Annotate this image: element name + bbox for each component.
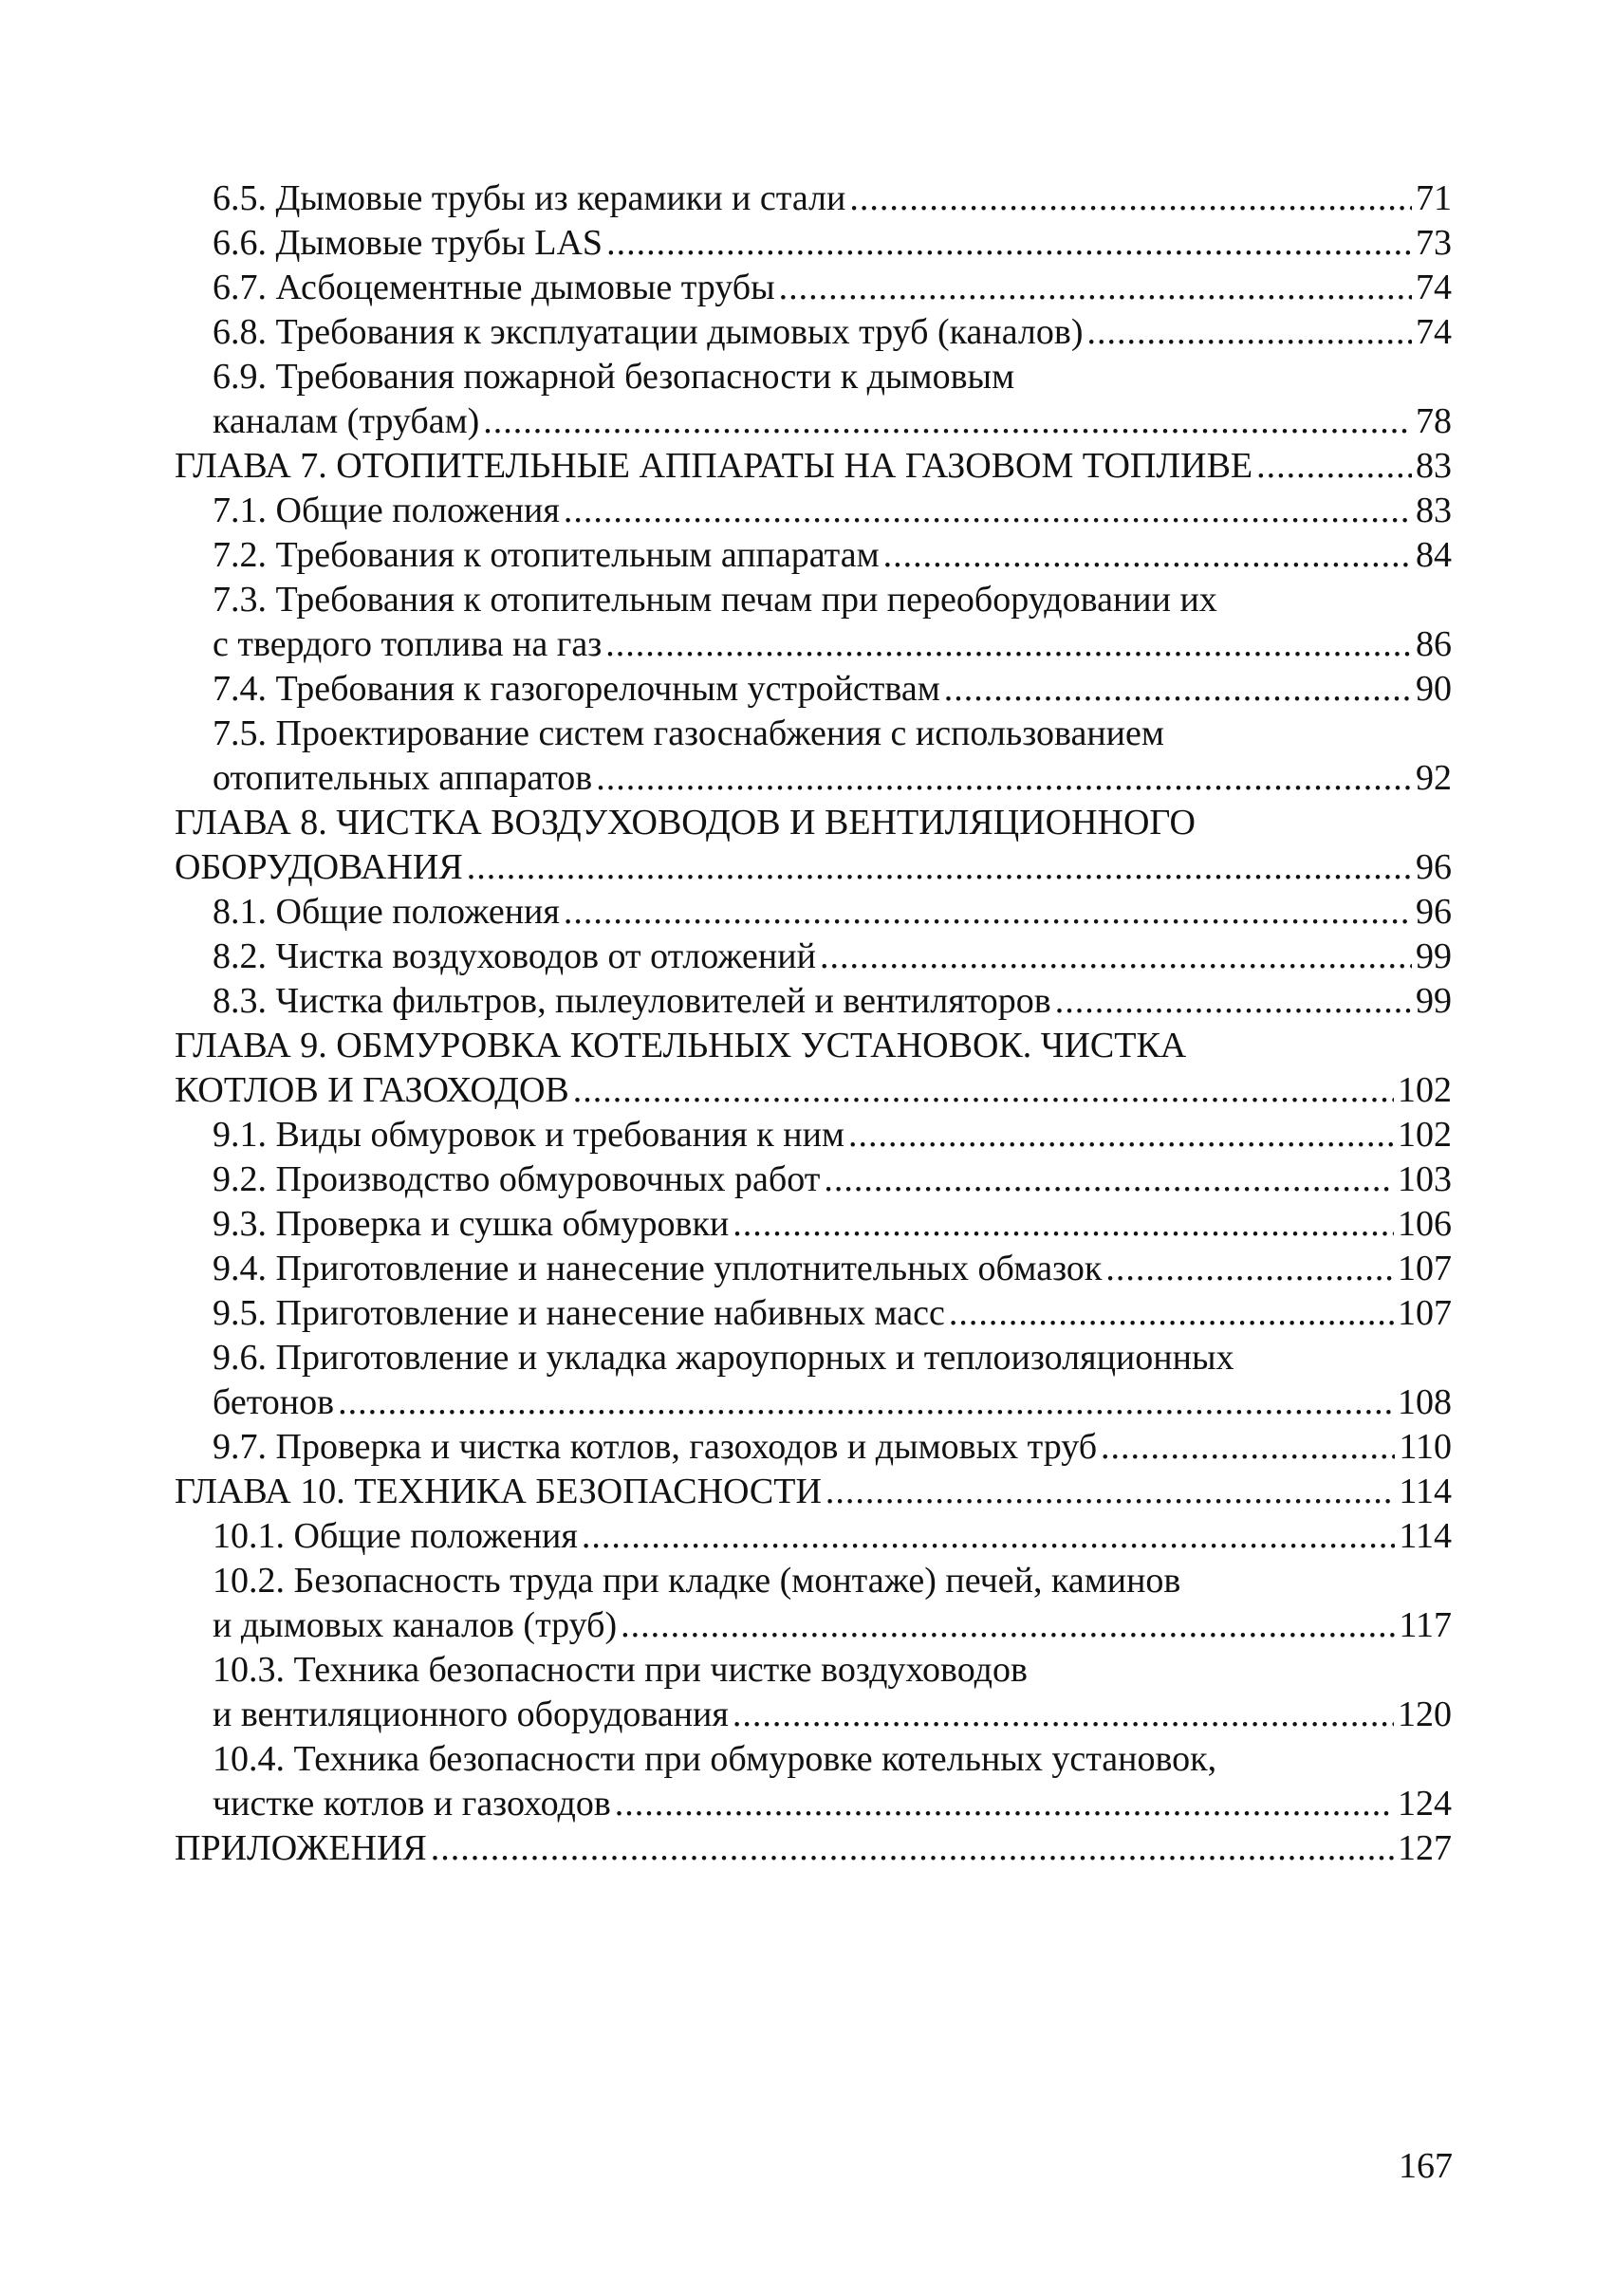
- toc-leader-dots: [431, 1826, 1394, 1871]
- toc-entry-title: 9.3. Проверка и сушка обмуровки: [213, 1204, 730, 1244]
- toc-entry-title: с твердого топлива на газ: [213, 624, 603, 664]
- toc-entry-title: 10.1. Общие положения: [213, 1516, 578, 1556]
- toc-page-number: 74: [1416, 312, 1452, 352]
- toc-page-number: 114: [1399, 1516, 1452, 1556]
- toc-leader-dots: [1256, 444, 1412, 489]
- toc-leader-dots: [779, 266, 1412, 310]
- toc-leader-dots: [615, 1782, 1394, 1826]
- toc-page-number: 102: [1398, 1070, 1452, 1110]
- toc-page-number: 74: [1416, 268, 1452, 307]
- table-of-contents: [175, 176, 1452, 1871]
- toc-entry-title: 7.2. Требования к отопительным аппаратам: [213, 535, 880, 575]
- toc-leader-dots: [944, 667, 1412, 712]
- toc-entry-title: 9.2. Производство обмуровочных работ: [213, 1159, 821, 1199]
- toc-leader-dots: [820, 935, 1412, 979]
- toc-leader-dots: [606, 221, 1412, 266]
- toc-page-number: 107: [1398, 1293, 1452, 1333]
- toc-entry: [175, 890, 1452, 935]
- toc-page-number: 78: [1416, 401, 1452, 441]
- toc-entry-title-line: 7.5. Проектирование систем газоснабжения с использованием: [213, 713, 1164, 753]
- toc-page-number: 127: [1398, 1828, 1452, 1868]
- toc-leader-dots: [1105, 1247, 1394, 1291]
- toc-entry: [175, 266, 1452, 310]
- toc-entry: [175, 310, 1452, 355]
- toc-page-number: 102: [1398, 1115, 1452, 1155]
- toc-entry-title: ПРИЛОЖЕНИЯ: [175, 1828, 427, 1868]
- toc-entry-title: 8.3. Чистка фильтров, пылеуловителей и вентиляторов: [213, 981, 1051, 1021]
- toc-page-number: 117: [1399, 1605, 1452, 1645]
- toc-leader-dots: [483, 399, 1412, 444]
- toc-page-number: 83: [1416, 446, 1452, 486]
- toc-entry-title: 7.4. Требования к газогорелочным устройствам: [213, 669, 940, 709]
- toc-page-number: 96: [1416, 892, 1452, 932]
- toc-leader-dots: [733, 1202, 1394, 1247]
- toc-entry-title: 9.5. Приготовление и нанесение набивных масс: [213, 1293, 945, 1333]
- toc-entry-title-line: 6.9. Требования пожарной безопасности к дымовым: [213, 357, 1015, 397]
- toc-chapter-entry: [175, 1826, 1452, 1871]
- toc-page-number: 73: [1416, 223, 1452, 263]
- toc-entry: [175, 1157, 1452, 1202]
- toc-entry-title: отопительных аппаратов: [213, 758, 593, 798]
- toc-entry-title-line: 9.6. Приготовление и укладка жароупорных и теплоизоляционных: [213, 1338, 1234, 1378]
- toc-page-number: 120: [1398, 1694, 1452, 1734]
- toc-page-number: 124: [1398, 1784, 1452, 1824]
- toc-leader-dots: [949, 1291, 1394, 1336]
- toc-entry: [175, 756, 1452, 801]
- toc-page-number: 96: [1416, 847, 1452, 887]
- toc-leader-dots: [733, 1693, 1394, 1737]
- toc-entry: [175, 1514, 1452, 1559]
- toc-entry-title: каналам (трубам): [213, 401, 480, 441]
- toc-page-number: 92: [1416, 758, 1452, 798]
- toc-leader-dots: [848, 1113, 1394, 1157]
- toc-chapter-entry: [175, 1068, 1452, 1113]
- toc-entry-title: ОБОРУДОВАНИЯ: [175, 847, 463, 887]
- toc-entry-title: и дымовых каналов (труб): [213, 1605, 618, 1645]
- toc-page-number: 86: [1416, 624, 1452, 664]
- toc-entry-title-line: 10.3. Техника безопасности при чистке воздуховодов: [213, 1650, 1028, 1690]
- toc-entry-title: 6.7. Асбоцементные дымовые трубы: [213, 268, 775, 307]
- toc-entry: [175, 489, 1452, 533]
- toc-entry: [175, 1113, 1452, 1157]
- toc-leader-dots: [1087, 310, 1413, 355]
- page-number: 167: [1399, 2146, 1453, 2186]
- toc-leader-dots: [1101, 1425, 1395, 1470]
- toc-leader-dots: [564, 489, 1412, 533]
- toc-entry-title: КОТЛОВ И ГАЗОХОДОВ: [175, 1070, 569, 1110]
- toc-entry-title: чистке котлов и газоходов: [213, 1784, 611, 1824]
- toc-page-number: 99: [1416, 936, 1452, 976]
- toc-entry: [175, 1782, 1452, 1826]
- toc-entry: [175, 1380, 1452, 1425]
- toc-entry-title-line: 7.3. Требования к отопительным печам при переоборудовании их: [213, 580, 1217, 620]
- toc-leader-dots: [826, 1470, 1395, 1514]
- toc-leader-dots: [883, 533, 1412, 578]
- toc-chapter-entry: [175, 444, 1452, 489]
- toc-entry: [175, 1603, 1452, 1648]
- toc-leader-dots: [338, 1380, 1394, 1425]
- toc-entry-title: 9.4. Приготовление и нанесение уплотнительных обмазок: [213, 1249, 1103, 1288]
- toc-leader-dots: [605, 622, 1412, 667]
- toc-leader-dots: [596, 756, 1412, 801]
- toc-page-number: 108: [1398, 1382, 1452, 1422]
- toc-leader-dots: [849, 176, 1412, 221]
- toc-entry-title: 6.6. Дымовые трубы LAS: [213, 223, 603, 263]
- toc-leader-dots: [467, 845, 1412, 890]
- toc-leader-dots: [564, 890, 1412, 935]
- toc-chapter-title-line: ГЛАВА 8. ЧИСТКА ВОЗДУХОВОДОВ И ВЕНТИЛЯЦИОННОГО: [175, 803, 1196, 842]
- toc-leader-dots: [573, 1068, 1394, 1113]
- toc-entry: [175, 1247, 1452, 1291]
- toc-entry-title: 9.1. Виды обмуровок и требования к ним: [213, 1115, 844, 1155]
- toc-entry-title: ГЛАВА 10. ТЕХНИКА БЕЗОПАСНОСТИ: [175, 1472, 822, 1511]
- toc-entry-title: ГЛАВА 7. ОТОПИТЕЛЬНЫЕ АППАРАТЫ НА ГАЗОВОМ ТОПЛИВЕ: [175, 446, 1253, 486]
- toc-chapter-entry: [175, 845, 1452, 890]
- toc-leader-dots: [1055, 979, 1412, 1024]
- toc-page-number: 84: [1416, 535, 1452, 575]
- toc-entry: [175, 667, 1452, 712]
- toc-entry-title: 9.7. Проверка и чистка котлов, газоходов и дымовых труб: [213, 1427, 1098, 1467]
- toc-entry-title-line: 10.2. Безопасность труда при кладке (монтаже) печей, каминов: [213, 1561, 1181, 1601]
- toc-entry: [175, 622, 1452, 667]
- toc-page-number: 106: [1398, 1204, 1452, 1244]
- toc-leader-dots: [824, 1157, 1394, 1202]
- toc-entry: [175, 533, 1452, 578]
- toc-page-number: 71: [1416, 178, 1452, 218]
- toc-entry: [175, 1693, 1452, 1737]
- toc-chapter-title-line: ГЛАВА 9. ОБМУРОВКА КОТЕЛЬНЫХ УСТАНОВОК. ЧИСТКА: [175, 1026, 1187, 1065]
- toc-entry: [175, 221, 1452, 266]
- toc-entry-title: 8.2. Чистка воздуховодов от отложений: [213, 936, 816, 976]
- toc-entry: [175, 1202, 1452, 1247]
- toc-page-number: 103: [1398, 1159, 1452, 1199]
- toc-entry-title: 6.5. Дымовые трубы из керамики и стали: [213, 178, 846, 218]
- toc-entry: [175, 1291, 1452, 1336]
- toc-page-number: 90: [1416, 669, 1452, 709]
- toc-entry: [175, 1425, 1452, 1470]
- toc-leader-dots: [582, 1514, 1396, 1559]
- toc-entry-title: 6.8. Требования к эксплуатации дымовых труб (каналов): [213, 312, 1084, 352]
- toc-page-number: 83: [1416, 491, 1452, 530]
- toc-entry-title: и вентиляционного оборудования: [213, 1694, 729, 1734]
- toc-entry-title: 8.1. Общие положения: [213, 892, 560, 932]
- toc-entry-title: бетонов: [213, 1382, 335, 1422]
- toc-page-number: 107: [1398, 1249, 1452, 1288]
- toc-page-number: 110: [1399, 1427, 1452, 1467]
- toc-page-number: 99: [1416, 981, 1452, 1021]
- toc-page-number: 114: [1399, 1472, 1452, 1511]
- toc-entry-title: 7.1. Общие положения: [213, 491, 560, 530]
- toc-chapter-entry: [175, 1470, 1452, 1514]
- toc-entry: [175, 935, 1452, 979]
- toc-leader-dots: [621, 1603, 1395, 1648]
- toc-entry: [175, 176, 1452, 221]
- toc-entry: [175, 399, 1452, 444]
- toc-entry-title-line: 10.4. Техника безопасности при обмуровке котельных установок,: [213, 1739, 1217, 1779]
- toc-entry: [175, 979, 1452, 1024]
